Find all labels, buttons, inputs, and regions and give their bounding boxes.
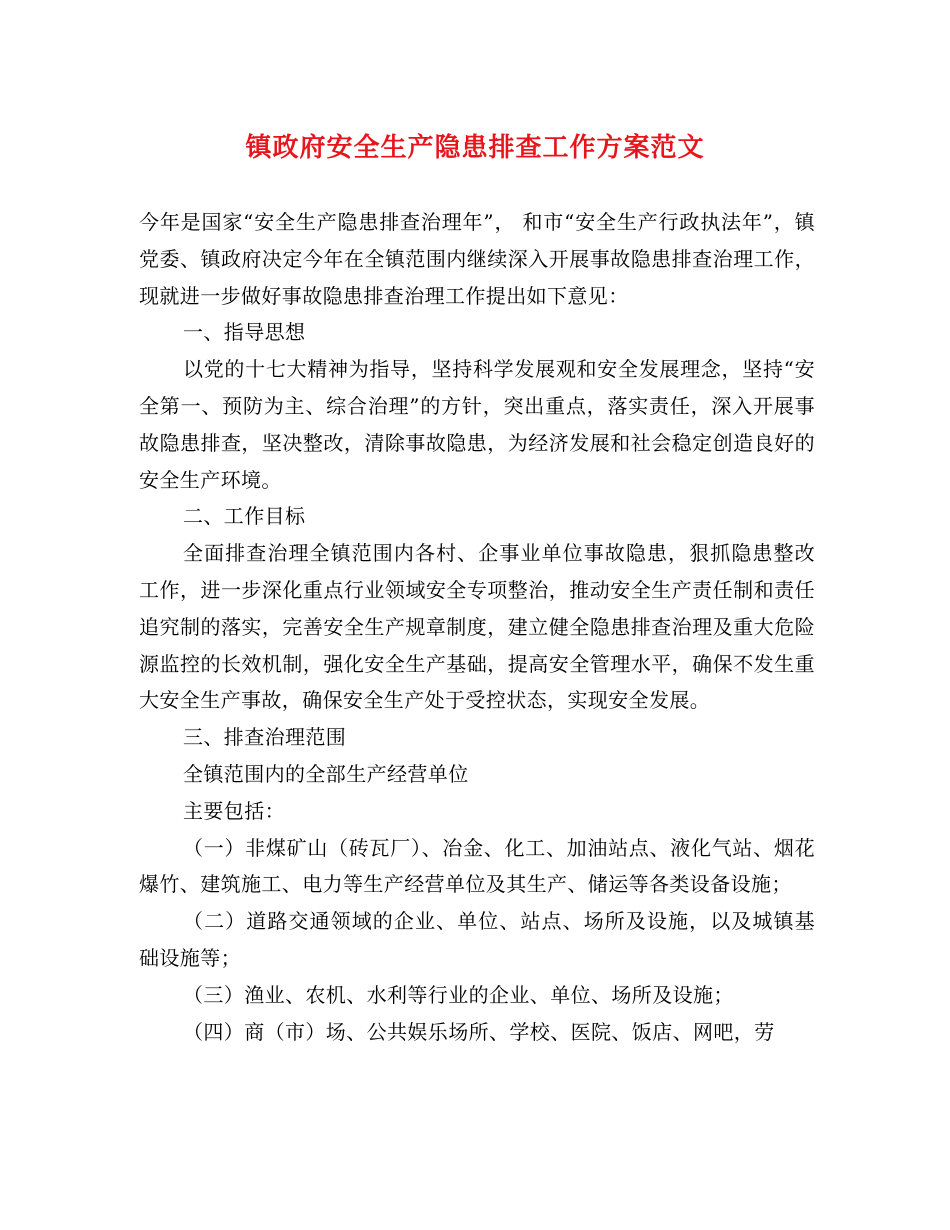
- section-heading-guiding-principle: 一、指导思想: [183, 320, 306, 345]
- paragraph-work-goal: 全面排查治理全镇范围内各村、企事业单位事故隐患，狠抓隐患整改工作，进一步深化重点行业领域安全专项整治，推动安全生产责任制和责任追究制的落实，完善安全生产规章制度，建立健全隐患排查治理及重大危险源监控的长效机制，强化安全生产基础，提高安全管理水平，确保不发生重大安全生产事故，确保安全生产处于受控状态，实现安全发展。: [139, 541, 815, 713]
- document-body: [139, 204, 815, 1050]
- list-item-3: （三）渔业、农机、水利等行业的企业、单位、场所及设施；: [183, 982, 734, 1007]
- list-item-4: （四）商（市）场、公共娱乐场所、学校、医院、饭店、网吧，劳: [183, 1019, 775, 1044]
- list-item-2: （二）道路交通领域的企业、单位、站点、场所及设施，以及城镇基础设施等；: [139, 909, 815, 970]
- section-heading-scope: 三、排查治理范围: [183, 725, 347, 750]
- paragraph-intro: 今年是国家“安全生产隐患排查治理年”， 和市“安全生产行政执法年”，镇党委、镇政府决定今年在全镇范围内继续深入开展事故隐患排查治理工作，现就进一步做好事故隐患排查治理工作提出如下意见：: [139, 210, 815, 308]
- paragraph-guiding-principle: 以党的十七大精神为指导，坚持科学发展观和安全发展理念，坚持“安全第一、预防为主、综合治理”的方针，突出重点，落实责任，深入开展事故隐患排查，坚决整改，清除事故隐患，为经济发展和社会稳定创造良好的安全生产环境。: [139, 357, 815, 492]
- document-title: 镇政府安全生产隐患排查工作方案范文: [245, 133, 705, 163]
- paragraph-main-includes: 主要包括：: [183, 798, 285, 823]
- section-heading-work-goal: 二、工作目标: [183, 504, 306, 529]
- paragraph-scope: 全镇范围内的全部生产经营单位: [183, 761, 469, 786]
- list-item-1: （一）非煤矿山（砖瓦厂）、冶金、化工、加油站点、液化气站、烟花爆竹、建筑施工、电力等生产经营单位及其生产、储运等各类设备设施；: [139, 835, 815, 897]
